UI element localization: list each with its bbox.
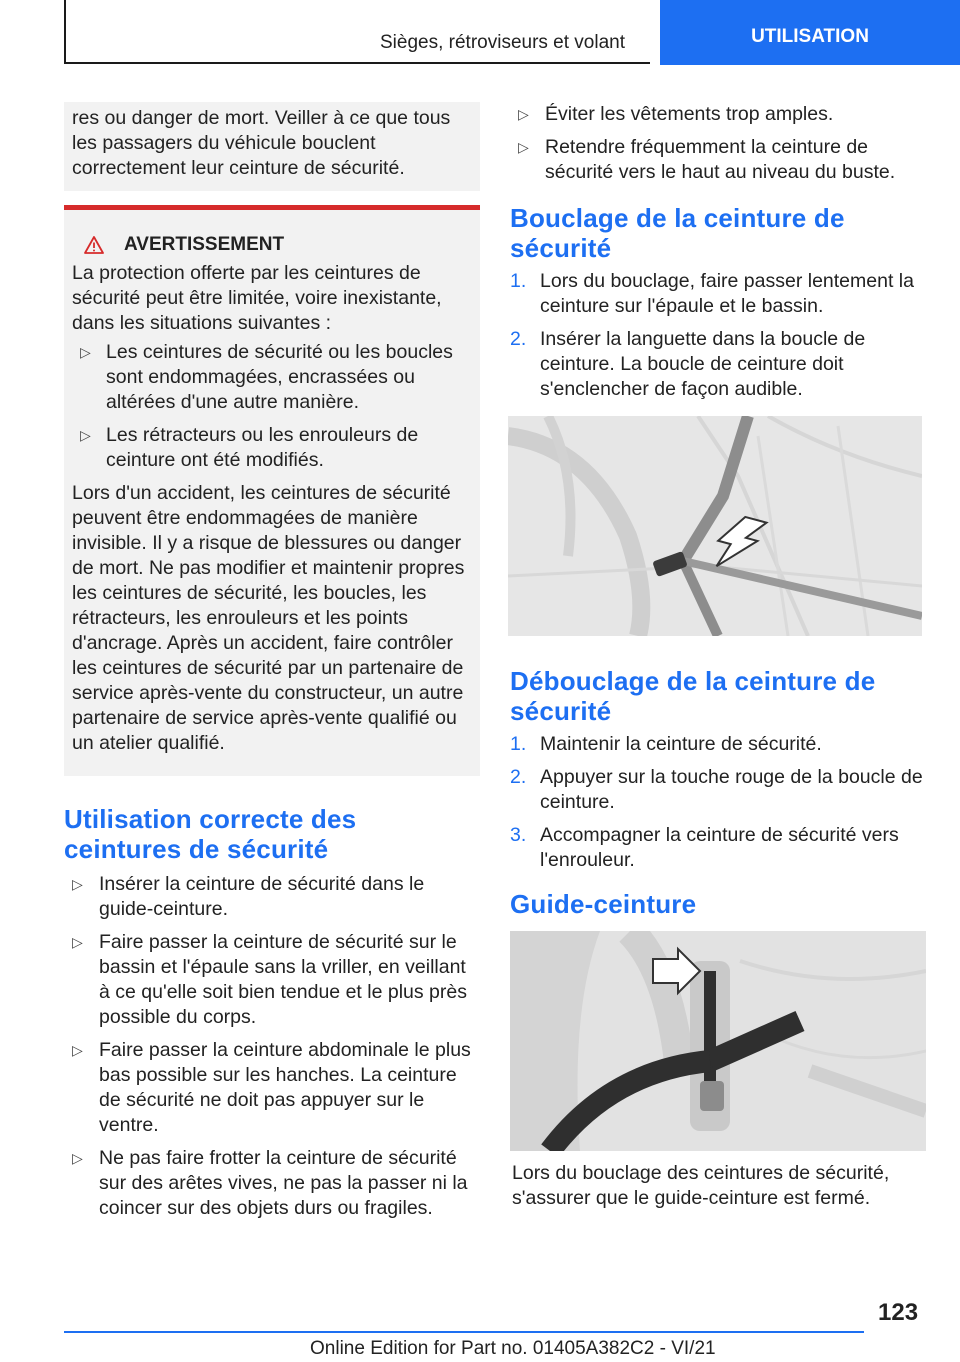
list-item: [64, 1038, 480, 1138]
guide-text: Lors du bouclage des ceintures de sécurité, s'assurer que le guide-ceinture est fermé.: [512, 1162, 890, 1209]
step-text: Maintenir la ceinture de sécurité.: [540, 733, 822, 755]
header-divider: [64, 62, 650, 64]
list-item-text: Éviter les vêtements trop amples.: [545, 103, 834, 125]
step-number: 3.: [510, 824, 527, 846]
warning-body: Lors d'un accident, les ceintures de sécurité peuvent être endommagées de manière invisible. Il y a risque de blessures ou danger de mort. Ne pas modifier et maintenir propres les ceintures de sécurité, les boucles, les rétracteurs, les enrouleurs et les points d'ancrage. Après un accident, faire contrôler les ceintures de sécurité par un partenaire de service après-vente du constructeur, un autre partenaire de service après-vente qualifié ou un atelier qualifié.: [72, 482, 465, 754]
step-item: [510, 823, 928, 873]
list-item-text: Insérer la ceinture de sécurité dans le guide-ceinture.: [99, 873, 425, 920]
list-item-text: Ne pas faire frotter la ceinture de sécurité sur des arêtes vives, ne pas la passer ni la coincer sur des objets durs ou fragiles.: [99, 1147, 468, 1219]
unfasten-heading: Débouclage de la ceinture de sécurité: [510, 666, 876, 726]
step-number: 2.: [510, 766, 527, 788]
header-title: Sièges, rétroviseurs et volant: [380, 32, 626, 53]
list-item: [72, 423, 472, 473]
belt-guide-photo: [510, 931, 926, 1151]
intro-text: res ou danger de mort. Veiller à ce que tous les passagers du véhicule bouclent correctement leur ceinture de sécurité.: [72, 107, 451, 179]
list-item-text: Les ceintures de sécurité ou les boucles sont endommagées, encrassées ou altérées d'une autre manière.: [106, 341, 453, 413]
fasten-heading: Bouclage de la ceinture de sécurité: [510, 203, 845, 263]
step-text: Insérer la languette dans la boucle de ceinture. La boucle de ceinture doit s'enclencher de façon audible.: [540, 328, 866, 400]
triangle-bullet-icon: ▷: [72, 934, 83, 950]
header-border: [64, 0, 66, 64]
fasten-steps: [510, 269, 928, 402]
section-label: UTILISATION: [751, 26, 869, 47]
step-item: [510, 765, 928, 815]
step-item: [510, 327, 928, 402]
footer-edition: Online Edition for Part no. 01405A382C2 - VI/21: [310, 1338, 716, 1359]
step-text: Appuyer sur la touche rouge de la boucle de ceinture.: [540, 766, 923, 813]
triangle-bullet-icon: ▷: [72, 1042, 83, 1058]
triangle-bullet-icon: ▷: [518, 139, 529, 155]
buckle-illustration: [508, 416, 922, 636]
warning-intro: La protection offerte par les ceintures de sécurité peut être limitée, voire inexistante, dans les situations suivantes :: [72, 262, 442, 334]
triangle-bullet-icon: ▷: [72, 876, 83, 892]
step-item: [510, 732, 928, 757]
intro-box: [64, 102, 480, 191]
list-item-text: Retendre fréquemment la ceinture de sécurité vers le haut au niveau du buste.: [545, 136, 896, 183]
right-column: [510, 102, 928, 1211]
triangle-bullet-icon: ▷: [80, 427, 91, 443]
usage-list: [64, 872, 480, 1221]
step-number: 1.: [510, 270, 527, 292]
usage-heading: Utilisation correcte des ceintures de sécurité: [64, 804, 357, 864]
section-tab: [660, 0, 960, 65]
page-number: 123: [878, 1299, 919, 1326]
list-item: [64, 930, 480, 1030]
warning-title: [84, 232, 472, 257]
list-item: [510, 135, 928, 185]
clothing-list: [510, 102, 928, 185]
triangle-bullet-icon: ▷: [72, 1150, 83, 1166]
triangle-bullet-icon: ▷: [80, 344, 91, 360]
warning-label: AVERTISSEMENT: [124, 234, 285, 255]
warning-triangle-icon: [84, 236, 104, 254]
list-item: [64, 1146, 480, 1221]
list-item: [72, 340, 472, 415]
list-item-text: Faire passer la ceinture de sécurité sur le bassin et l'épaule sans la vriller, en veillant à ce qu'elle soit bien tendue et le plus près possible du corps.: [99, 931, 467, 1028]
step-text: Accompagner la ceinture de sécurité vers l'enrouleur.: [540, 824, 899, 871]
buckle-photo: [508, 416, 922, 636]
unfasten-steps: [510, 732, 928, 873]
list-item-text: Les rétracteurs ou les enrouleurs de ceinture ont été modifiés.: [106, 424, 419, 471]
warning-box: [64, 205, 480, 776]
triangle-bullet-icon: ▷: [518, 106, 529, 122]
left-column: [64, 102, 480, 1229]
step-number: 2.: [510, 328, 527, 350]
list-item: [510, 102, 928, 127]
guide-heading: Guide-ceinture: [510, 889, 697, 919]
warning-list: [72, 340, 472, 473]
step-text: Lors du bouclage, faire passer lentement la ceinture sur l'épaule et le bassin.: [540, 270, 914, 317]
belt-guide-illustration: [510, 931, 926, 1151]
list-item: [64, 872, 480, 922]
step-item: [510, 269, 928, 319]
step-number: 1.: [510, 733, 527, 755]
list-item-text: Faire passer la ceinture abdominale le plus bas possible sur les hanches. La ceinture de sécurité ne doit pas appuyer sur le ventre.: [99, 1039, 471, 1136]
footer-divider: [64, 1331, 864, 1333]
